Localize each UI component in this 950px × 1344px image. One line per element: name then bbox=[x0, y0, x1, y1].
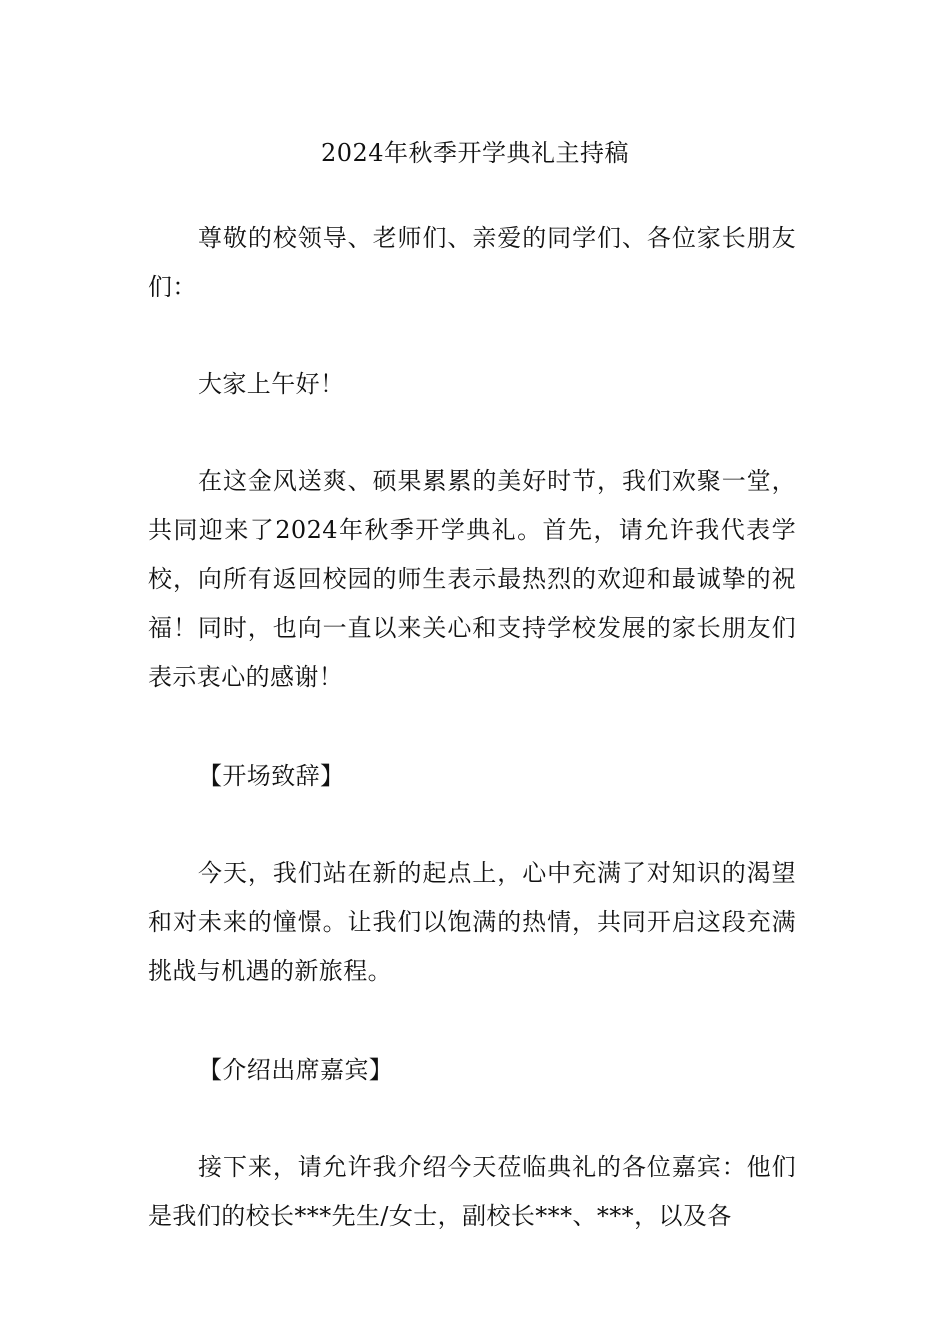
section-heading-guests: 【介绍出席嘉宾】 bbox=[198, 1056, 394, 1084]
document-body bbox=[148, 214, 796, 1241]
document-title: 2024年秋季开学典礼主持稿 bbox=[320, 139, 630, 167]
section-heading-opening-speech: 【开场致辞】 bbox=[198, 762, 345, 790]
welcome-paragraph: 在这金风送爽、硕果累累的美好时节，我们欢聚一堂，共同迎来了2024年秋季开学典礼。首先，请允许我代表学校，向所有返回校园的师生表示最热烈的欢迎和最诚挚的祝福！同时，也向一直以来关心和支持学校发展的家长朋友们表示衷心的感谢！ bbox=[148, 467, 796, 691]
salutation-paragraph: 尊敬的校领导、老师们、亲爱的同学们、各位家长朋友们： bbox=[148, 224, 796, 301]
opening-paragraph: 今天，我们站在新的起点上，心中充满了对知识的渴望和对未来的憧憬。让我们以饱满的热情，共同开启这段充满挑战与机遇的新旅程。 bbox=[148, 859, 796, 985]
guests-paragraph: 接下来，请允许我介绍今天莅临典礼的各位嘉宾：他们是我们的校长***先生/女士，副校长***、***，以及各 bbox=[148, 1153, 796, 1230]
greeting-paragraph: 大家上午好！ bbox=[198, 370, 345, 398]
